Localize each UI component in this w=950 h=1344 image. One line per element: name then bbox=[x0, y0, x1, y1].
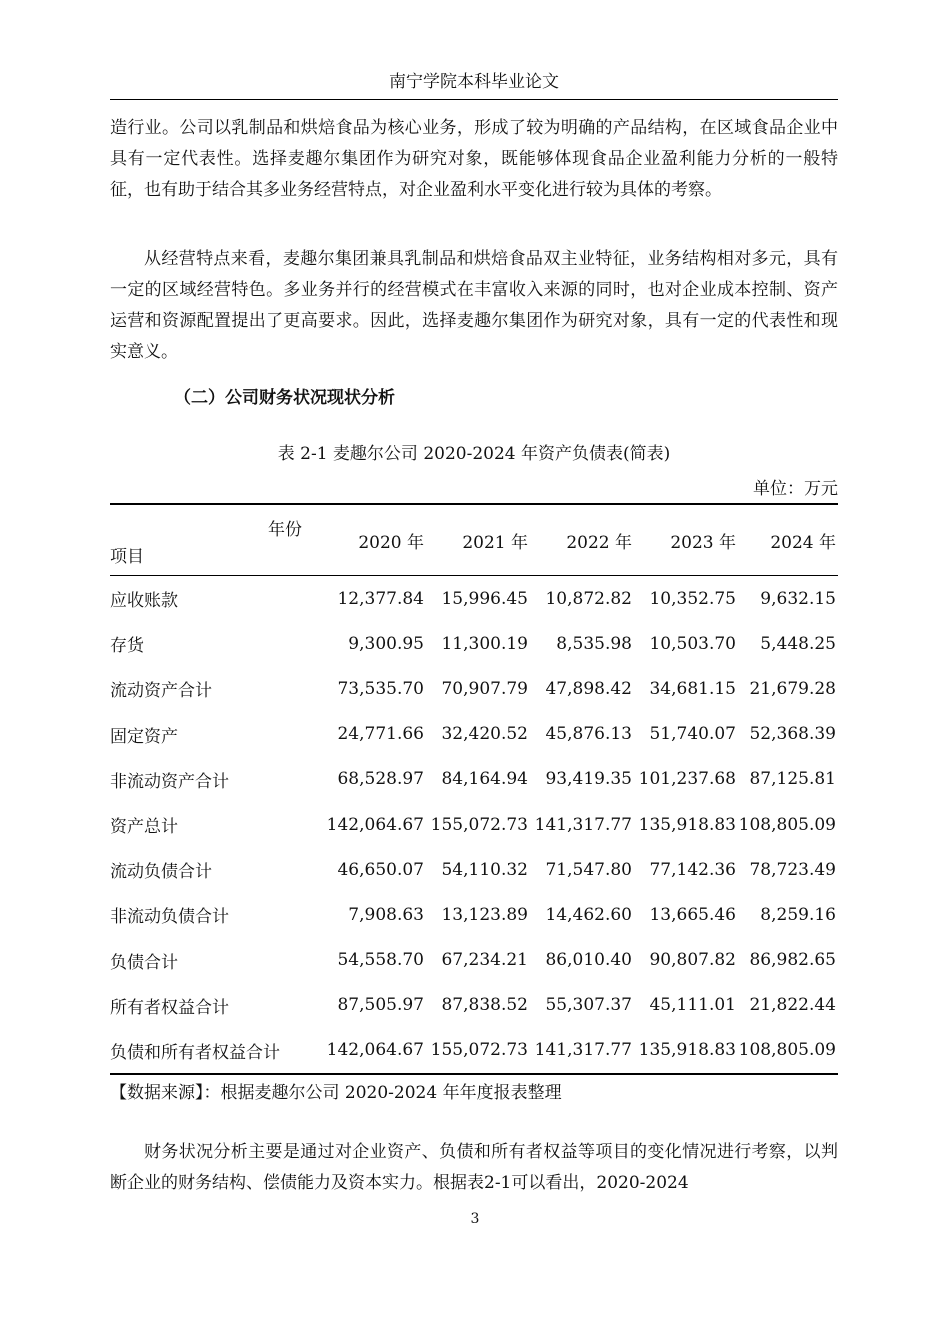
corner-item-label: 项目 bbox=[110, 547, 144, 567]
table-cell: 14,462.60 bbox=[545, 904, 632, 925]
table-cell: 51,740.07 bbox=[649, 724, 736, 745]
table-cell: 13,123.89 bbox=[441, 904, 528, 925]
paragraph-1: 造行业。公司以乳制品和烘焙食品为核心业务，形成了较为明确的产品结构，在区域食品企业中具有一定代表性。选择麦趣尔集团作为研究对象，既能够体现食品企业盈利能力分析的一般特征，也有助于结合其多业务经营特点，对企业盈利水平变化进行较为具体的考察。 bbox=[110, 118, 838, 200]
table-corner-cell bbox=[110, 504, 320, 576]
table-cell: 11,300.19 bbox=[441, 633, 528, 654]
table-cell: 8,535.98 bbox=[556, 633, 632, 654]
table-cell: 93,419.35 bbox=[545, 769, 632, 790]
table-row bbox=[110, 712, 838, 757]
table-row bbox=[110, 983, 838, 1028]
table-cell: 13,665.46 bbox=[649, 904, 736, 925]
row-label: 流动资产合计 bbox=[110, 681, 212, 702]
row-label: 所有者权益合计 bbox=[110, 997, 229, 1018]
table-cell: 12,377.84 bbox=[337, 588, 424, 609]
table-cell: 32,420.52 bbox=[441, 724, 528, 745]
row-label: 非流动资产合计 bbox=[110, 771, 229, 792]
table-cell: 67,234.21 bbox=[441, 950, 528, 971]
table-cell: 8,259.16 bbox=[760, 904, 836, 925]
table-cell: 10,872.82 bbox=[545, 588, 632, 609]
table-cell: 87,838.52 bbox=[441, 995, 528, 1016]
table-cell: 45,111.01 bbox=[649, 995, 736, 1016]
table-cell: 52,368.39 bbox=[749, 724, 836, 745]
table-cell: 71,547.80 bbox=[545, 859, 632, 880]
table-row bbox=[110, 938, 838, 983]
row-label: 固定资产 bbox=[110, 726, 178, 747]
row-label: 应收账款 bbox=[110, 591, 178, 612]
table-cell: 21,822.44 bbox=[749, 995, 836, 1016]
table-row bbox=[110, 847, 838, 892]
table-cell: 87,505.97 bbox=[337, 995, 424, 1016]
table-cell: 141,317.77 bbox=[534, 814, 632, 835]
table-cell: 101,237.68 bbox=[638, 769, 736, 790]
balance-sheet-table bbox=[110, 503, 838, 1075]
page-header: 南宁学院本科毕业论文 bbox=[389, 72, 559, 92]
table-row bbox=[110, 892, 838, 937]
table-cell: 108,805.09 bbox=[738, 814, 836, 835]
table-cell: 77,142.36 bbox=[649, 859, 736, 880]
table-cell: 68,528.97 bbox=[337, 769, 424, 790]
row-label: 存货 bbox=[110, 636, 144, 657]
table-cell: 78,723.49 bbox=[749, 859, 836, 880]
table-unit: 单位：万元 bbox=[753, 479, 838, 499]
year-header: 2024 年 bbox=[770, 532, 836, 553]
paragraph-2: 从经营特点来看，麦趣尔集团兼具乳制品和烘焙食品双主业特征，业务结构相对多元，具有一定的区域经营特色。多业务并行的经营模式在丰富收入来源的同时，也对企业成本控制、资产运营和资源配置提出了更高要求。因此，选择麦趣尔集团作为研究对象，具有一定的代表性和现实意义。 bbox=[110, 249, 838, 362]
table-cell: 5,448.25 bbox=[760, 633, 836, 654]
year-header: 2023 年 bbox=[670, 532, 736, 553]
page-number: 3 bbox=[470, 1211, 480, 1227]
row-label: 负债和所有者权益合计 bbox=[110, 1042, 280, 1063]
table-cell: 135,918.83 bbox=[638, 814, 736, 835]
table-cell: 70,907.79 bbox=[441, 678, 528, 699]
table-cell: 54,110.32 bbox=[441, 859, 528, 880]
paragraph-3: 财务状况分析主要是通过对企业资产、负债和所有者权益等项目的变化情况进行考察，以判断企业的财务结构、偿债能力及资本实力。根据表2-1可以看出，2020-2024 bbox=[110, 1142, 838, 1193]
table-cell: 87,125.81 bbox=[749, 769, 836, 790]
table-row bbox=[110, 1028, 838, 1074]
table-cell: 7,908.63 bbox=[348, 904, 424, 925]
table-row bbox=[110, 576, 838, 622]
table-row bbox=[110, 802, 838, 847]
table-cell: 155,072.73 bbox=[430, 1040, 528, 1061]
table-header-row bbox=[110, 504, 838, 576]
table-cell: 45,876.13 bbox=[545, 724, 632, 745]
table-cell: 73,535.70 bbox=[337, 678, 424, 699]
table-cell: 142,064.67 bbox=[326, 814, 424, 835]
table-cell: 55,307.37 bbox=[545, 995, 632, 1016]
table-row bbox=[110, 621, 838, 666]
table-cell: 54,558.70 bbox=[337, 950, 424, 971]
year-header: 2022 年 bbox=[566, 532, 632, 553]
year-header: 2020 年 bbox=[358, 532, 424, 553]
table-cell: 90,807.82 bbox=[649, 950, 736, 971]
table-cell: 9,300.95 bbox=[348, 633, 424, 654]
table-cell: 9,632.15 bbox=[760, 588, 836, 609]
row-label: 非流动负债合计 bbox=[110, 907, 229, 928]
table-cell: 46,650.07 bbox=[337, 859, 424, 880]
table-cell: 47,898.42 bbox=[545, 678, 632, 699]
table-cell: 10,352.75 bbox=[649, 588, 736, 609]
corner-year-label: 年份 bbox=[268, 520, 302, 540]
section-heading: （二）公司财务状况现状分析 bbox=[174, 388, 395, 408]
table-cell: 108,805.09 bbox=[738, 1040, 836, 1061]
table-cell: 15,996.45 bbox=[441, 588, 528, 609]
table-cell: 86,982.65 bbox=[749, 950, 836, 971]
table-cell: 84,164.94 bbox=[441, 769, 528, 790]
table-row bbox=[110, 666, 838, 711]
table-cell: 34,681.15 bbox=[649, 678, 736, 699]
table-cell: 21,679.28 bbox=[749, 678, 836, 699]
row-label: 资产总计 bbox=[110, 817, 178, 838]
table-cell: 135,918.83 bbox=[638, 1040, 736, 1061]
table-cell: 86,010.40 bbox=[545, 950, 632, 971]
table-cell: 141,317.77 bbox=[534, 1040, 632, 1061]
data-source-note: 【数据来源】：根据麦趣尔公司 2020-2024 年年度报表整理 bbox=[110, 1083, 562, 1103]
table-caption: 表 2-1 麦趣尔公司 2020-2024 年资产负债表(简表) bbox=[277, 444, 671, 464]
row-label: 负债合计 bbox=[110, 952, 178, 973]
table-row bbox=[110, 757, 838, 802]
year-header: 2021 年 bbox=[462, 532, 528, 553]
table-cell: 10,503.70 bbox=[649, 633, 736, 654]
table-cell: 24,771.66 bbox=[337, 724, 424, 745]
table-cell: 155,072.73 bbox=[430, 814, 528, 835]
row-label: 流动负债合计 bbox=[110, 862, 212, 883]
header-rule bbox=[110, 99, 838, 100]
table-cell: 142,064.67 bbox=[326, 1040, 424, 1061]
